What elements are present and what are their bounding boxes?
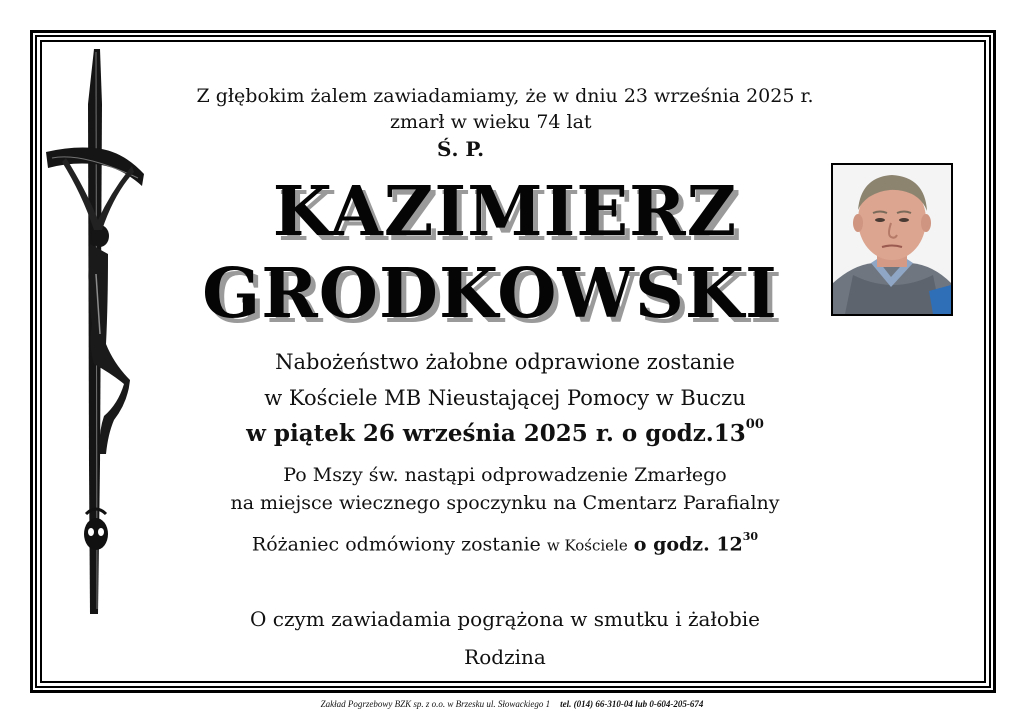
footer-phone: tel. (014) 66-310-04 lub 0-604-205-674: [560, 699, 704, 709]
rosary-text: Różaniec odmówiony zostanie: [251, 533, 541, 556]
honorific: Ś. P.: [437, 137, 485, 161]
first-name: KAZIMIERZ: [272, 172, 738, 252]
intro-text: Z głębokim żalem zawiadamiamy, że w dniu 23 września 2025 r.: [196, 85, 814, 107]
portrait-photo: [831, 163, 953, 316]
family-signature: Rodzina: [464, 645, 546, 669]
footer-company: Zakład Pogrzebowy BZK sp. z o.o. w Brzesku ul. Słowackiego 1: [320, 699, 551, 709]
rosary-time-minutes: 30: [742, 530, 759, 543]
rosary-line: [180, 530, 830, 556]
service-line-1: Nabożeństwo żałobne odprawione zostanie: [275, 350, 735, 374]
service-line-2: w Kościele MB Nieustającej Pomocy w Buczu: [264, 386, 746, 410]
service-date-text: w piątek 26 września 2025 r. o godz.13: [246, 420, 746, 447]
mass-line-2: na miejsce wiecznego spoczynku na Cmentarz Parafialny: [230, 492, 780, 514]
service-date: [180, 417, 830, 447]
service-time-minutes: 00: [745, 417, 764, 433]
mass-line-1: Po Mszy św. nastąpi odprowadzenie Zmarłego: [283, 464, 727, 486]
crucifix-icon: [42, 44, 146, 619]
rosary-place: w Kościele: [546, 536, 628, 555]
footer: [0, 699, 1024, 709]
age-text: zmarł w wieku 74 lat: [390, 111, 592, 133]
closing-text: O czym zawiadamia pogrążona w smutku i żałobie: [249, 607, 760, 631]
rosary-time: o godz. 12: [633, 533, 743, 556]
last-name: GRODKOWSKI: [202, 254, 778, 334]
